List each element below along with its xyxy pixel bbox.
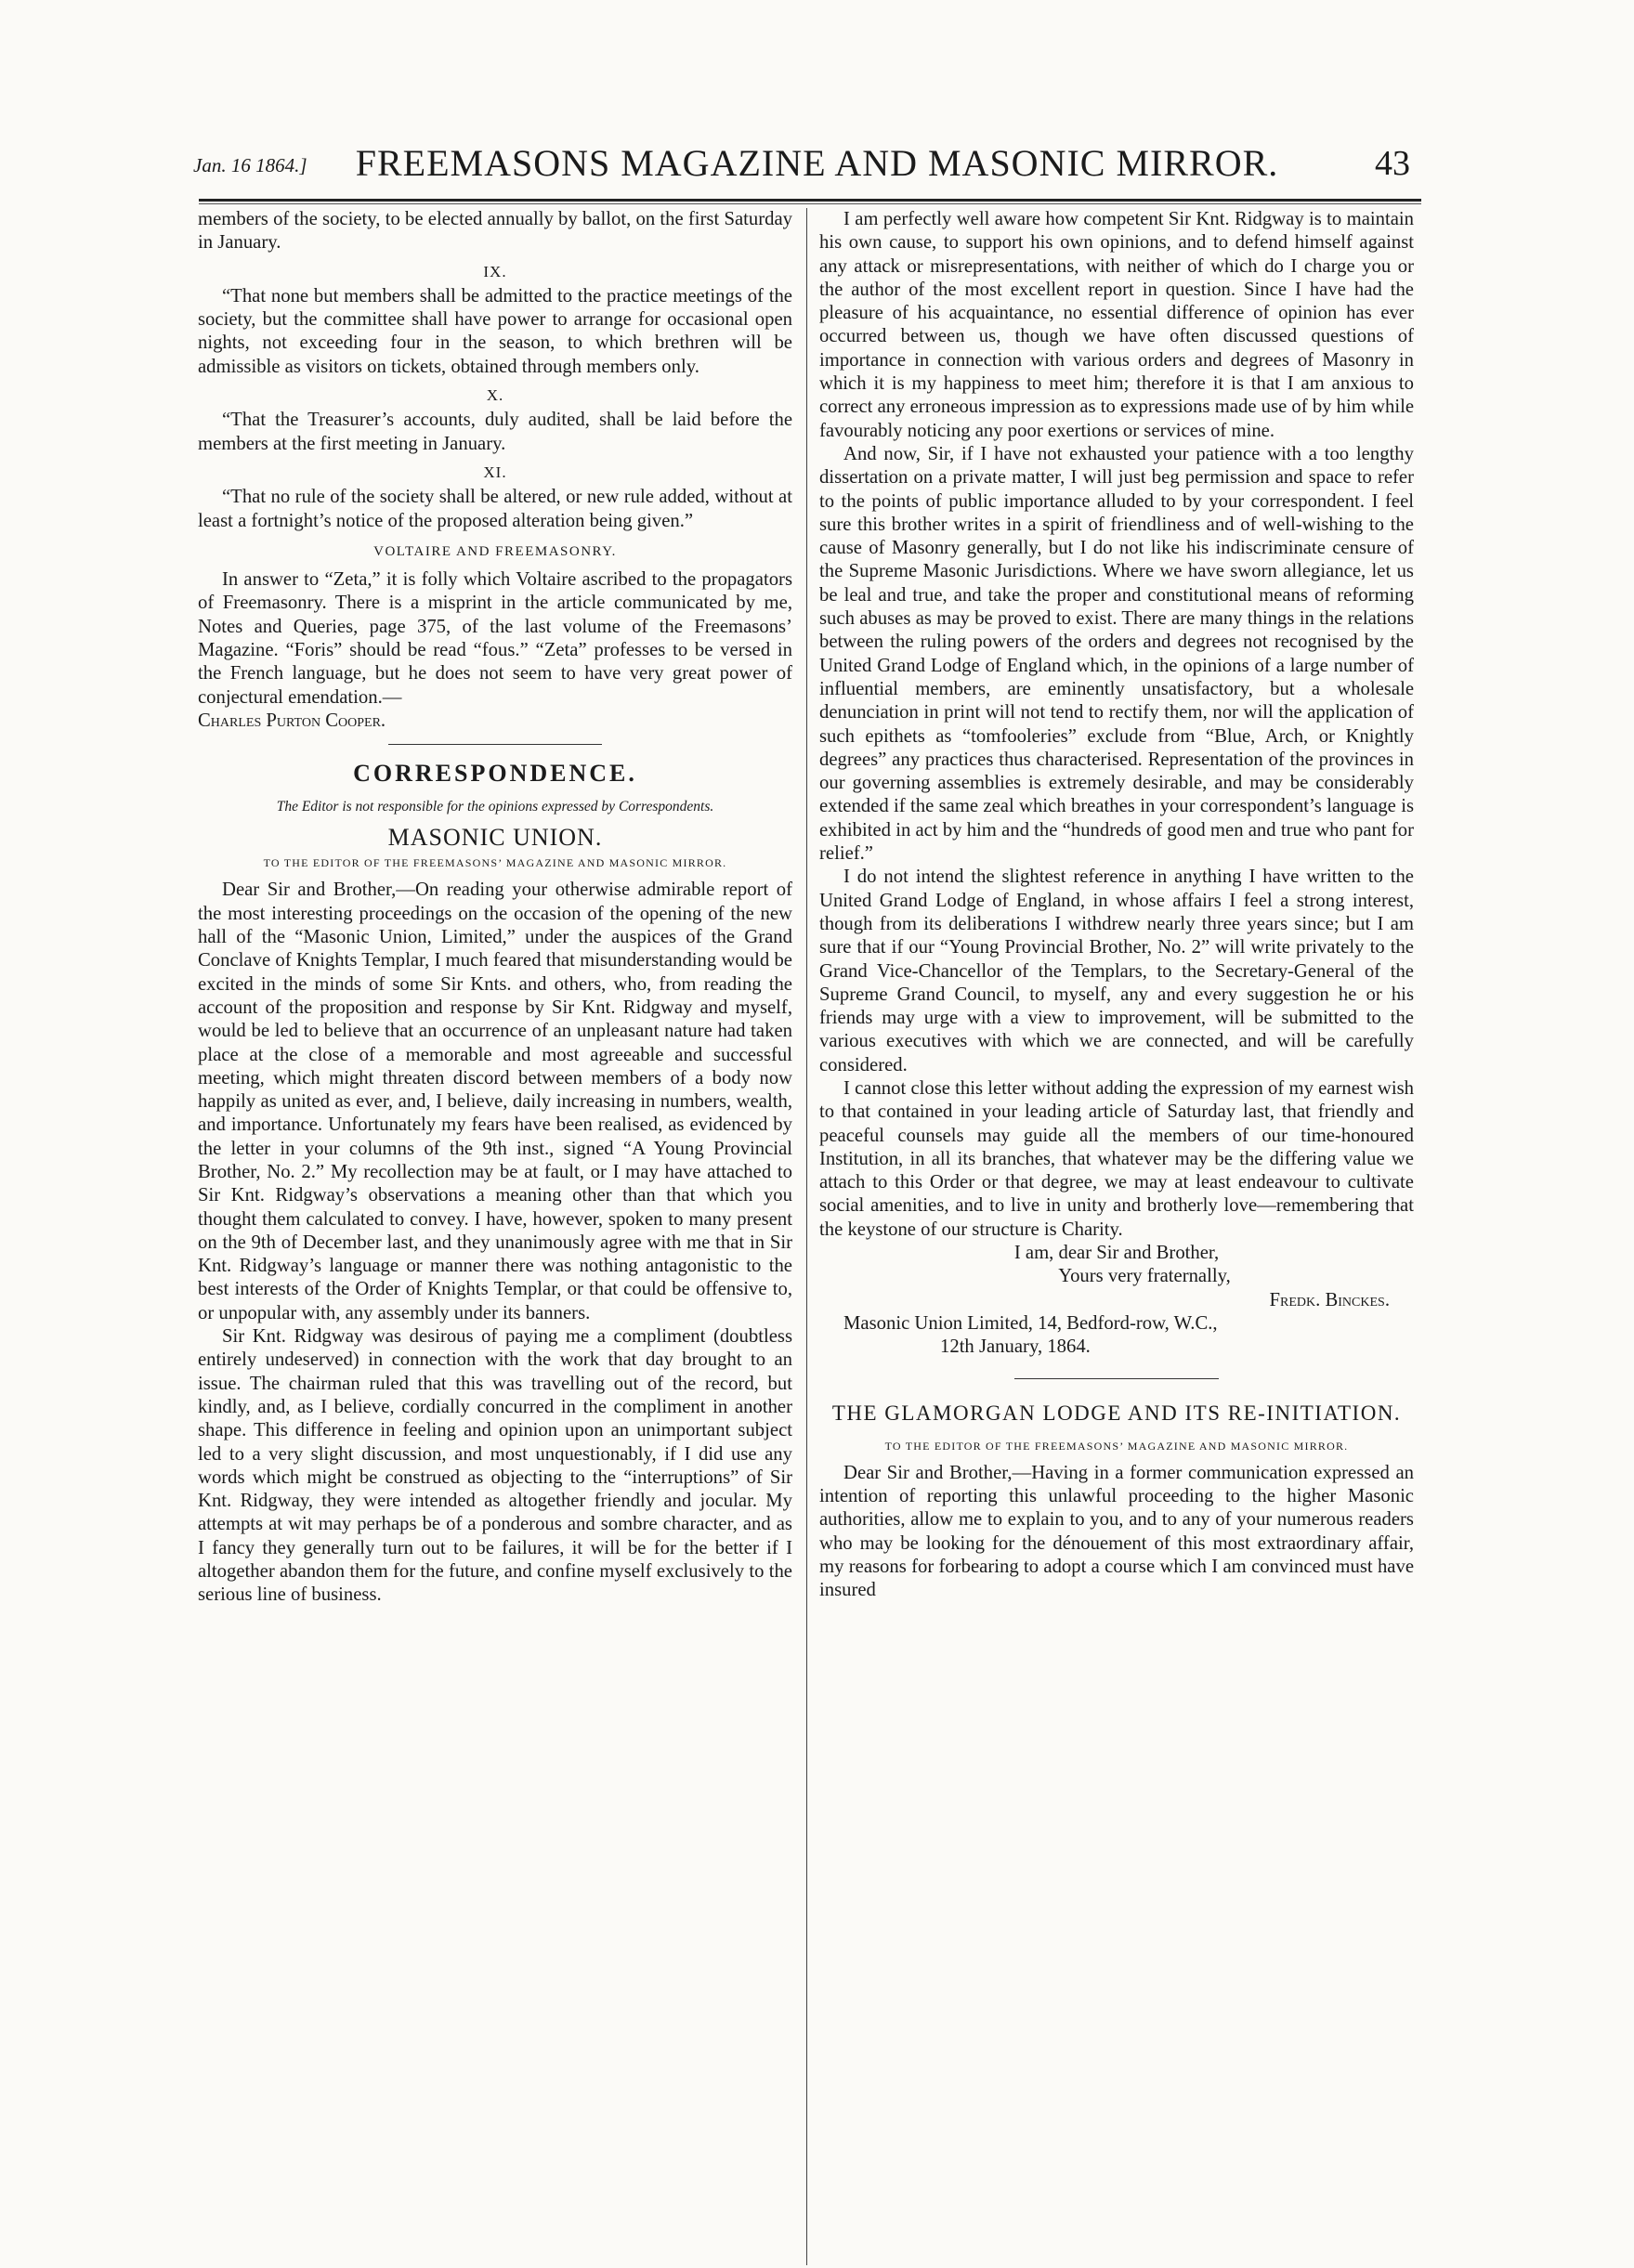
article-divider (1014, 1378, 1219, 1379)
section-divider (388, 744, 602, 745)
section-heading: CORRESPONDENCE. (353, 760, 637, 788)
letter-date: 12th January, 1864. (940, 1336, 1091, 1358)
subheading: VOLTAIRE AND FREEMASONRY. (373, 543, 617, 559)
rule-number: X. (486, 386, 504, 405)
paragraph: I am perfectly well aware how competent Sir Knt. Ridgway is to maintain his own cause, to support his own opinions, and to defend himself against any attack or misrepresentations, with neither of which do I charge you or the author of the most excellent report in question. Since I have had the pleasure of his acquaintance, no essential difference of opinion has ever occurred between us, though we have often discussed questions of importance in connection with various orders and degrees of Masonry in which it is my happiness to meet him; therefore it is that I am anxious to correct any erroneous impression as to expressions made use of by him while favourably noticing any poor exertions or services of mine. (819, 209, 1414, 441)
editor-disclaimer: The Editor is not responsible for the opinions expressed by Correspondents. (276, 798, 714, 815)
sender-address: Masonic Union Limited, 14, Bedford-row, W.C., (843, 1312, 1218, 1334)
paragraph: Dear Sir and Brother,—Having in a former communication expressed an intention of reporting this unlawful proceeding to the higher Masonic authorities, allow me to explain to you, and to any of your numerous readers who may be looking for the dénouement of this most extraordinary affair, my reasons for forbearing to adopt a course which I am convinced must have insured (819, 1462, 1414, 1601)
masthead-title: FREEMASONS MAGAZINE AND MASONIC MIRROR. (355, 142, 1279, 184)
author-signature: Charles Purton Cooper. (198, 710, 386, 731)
letter-address-line: TO THE EDITOR OF THE FREEMASONS’ MAGAZINE AND MASONIC MIRROR. (884, 1439, 1349, 1453)
header-rule (199, 199, 1421, 202)
paragraph: “That the Treasurer’s accounts, duly audited, shall be laid before the members at the first meeting in January. (198, 410, 792, 454)
closing-valediction: Yours very fraternally, (1058, 1266, 1231, 1287)
header-rule-thin (199, 203, 1421, 204)
paragraph: I cannot close this letter without adding the expression of my earnest wish to that contained in your leading article of Saturday last, that friendly and peaceful counsels may guide all the members of our time-honoured Institution, in all its branches, that whatever may be the differing value we attach to this Order or that degree, we may at least endeavour to cultivate social amenities, and to live in unity and brotherly love—remembering that the keystone of our structure is Charity. (819, 1077, 1414, 1240)
article-title: THE GLAMORGAN LODGE AND ITS RE-INITIATION. (831, 1401, 1402, 1425)
left-column (198, 208, 792, 1608)
article-title: MASONIC UNION. (387, 823, 603, 851)
letter-signer: Fredk. Binckes. (1269, 1289, 1390, 1310)
paragraph: Sir Knt. Ridgway was desirous of paying me a compliment (doubtless entirely undeserved) in connection with the work that day brought to an issue. The chairman ruled that this was travelling out of the record, but kindly, and, as I believe, cordially concurred in the compliment in another shape. This difference in feeling and opinion upon an unimportant subject led to a very slight discussion, and most unquestionably, if I did use any words which might be construed as objecting to the “interruptions” of Sir Knt. Ridgway, they were intended as altogether friendly and jocular. My attempts at wit may perhaps be of a ponderous and sombre character, and as I fancy they generally turn out to be failures, it will be for the better if I altogether abandon them for the future, and confine myself exclusively to the serious line of business. (198, 1326, 792, 1606)
paragraph: “That none but members shall be admitted to the practice meetings of the society, but the committee shall have power to arrange for occasional open nights, not exceeding four in the season, to which brethren will be admissible as visitors on tickets, obtained through members only. (198, 285, 792, 377)
paragraph: In answer to “Zeta,” it is folly which Voltaire ascribed to the propagators of Freemasonry. There is a misprint in the article communicated by me, Notes and Queries, page 375, of the last volume of the Freemasons’ Magazine. “Foris” should be read “fous.” “Zeta” professes to be versed in the French language, but he does not seem to have very great power of conjectural emendation.— (198, 569, 792, 708)
issue-date: Jan. 16 1864.] (193, 154, 307, 176)
page-header (0, 141, 1634, 197)
paragraph: Dear Sir and Brother,—On reading your otherwise admirable report of the most interesting proceedings on the occasion of the opening of the new hall of the “Masonic Union, Limited,” under the auspices of the Grand Conclave of Knights Templar, I much feared that misunderstanding would be excited in the minds of some Sir Knts. and others, who, from reading the account of the proposition and response by Sir Knt. Ridgway and myself, would be led to believe that an occurrence of an unpleasant nature had taken place at the close of a memorable and most agreeable and successful meeting, which might threaten discord between members of a body now happily as united as ever, and, I believe, daily increasing in numbers, wealth, and importance. Unfortunately my fears have been realised, as evidenced by the letter in your columns of the 9th inst., signed “A Young Provincial Brother, No. 2.” My recollection may be at fault, or I may have attached to Sir Knt. Ridgway’s observations a meaning other than that which you thought them calculated to convey. I have, however, spoken to many present on the 9th of December last, and they unanimously agree with me that in Sir Knt. Ridgway’s language or manner there was nothing antagonistic to the best interests of the Order of Knights Templar, or that could be offensive to, or unpopular with, any assembly under its banners. (198, 880, 792, 1323)
page-number: 43 (1375, 144, 1410, 183)
paragraph: And now, Sir, if I have not exhausted your patience with a too lengthy dissertation on a private matter, I will just beg permission and space to refer to the points of public importance alluded to by your correspondent. I feel sure this brother writes in a spirit of friendliness and of well-wishing to the cause of Masonry generally, but I do not like his indiscriminate censure of the Supreme Masonic Jurisdictions. Where we have sworn allegiance, let us be leal and true, and take the proper and constitutional means of reforming such abuses as may be proved to exist. There are many things in the relations between the ruling powers of the orders and degrees not recognised by the United Grand Lodge of England which, in the opinions of a large number of influential members, are eminently unsatisfactory, but a wholesale denunciation in print will not tend to rectify them, nor will the application of such epithets as “tomfooleries” exclude from “Blue, Arch, or Knightly degrees” any practices thus characterised. Representation of the provinces in our governing assemblies is extremely desirable, and may be considerably extended if the same zeal which breathes in your correspondent’s language is exhibited in act by him and the “hundreds of good men and true who pant for relief.” (819, 443, 1414, 865)
closing-salutation: I am, dear Sir and Brother, (1013, 1243, 1220, 1264)
paragraph: members of the society, to be elected annually by ballot, on the first Saturday in January. (198, 209, 792, 254)
right-column (819, 208, 1414, 1603)
column-divider (806, 208, 807, 2265)
letter-address-line: TO THE EDITOR OF THE FREEMASONS’ MAGAZINE AND MASONIC MIRROR. (263, 856, 727, 870)
rule-number: XI. (483, 463, 507, 481)
rule-number: IX. (483, 262, 507, 280)
paragraph: “That no rule of the society shall be altered, or new rule added, without at least a fortnight’s notice of the proposed alteration being given.” (198, 487, 792, 531)
paragraph: I do not intend the slightest reference in anything I have written to the United Grand Lodge of England, in whose affairs I feel a strong interest, though from its deliberations I withdrew nearly three years since; but I am sure that if our “Young Provincial Brother, No. 2” will write privately to the Grand Vice-Chancellor of the Templars, to the Secretary-General of the Supreme Grand Council, to myself, any and every suggestion he or his friends may urge with a view to improvement, will be submitted to the various executives with which we are connected, and will be carefully considered. (819, 867, 1414, 1075)
